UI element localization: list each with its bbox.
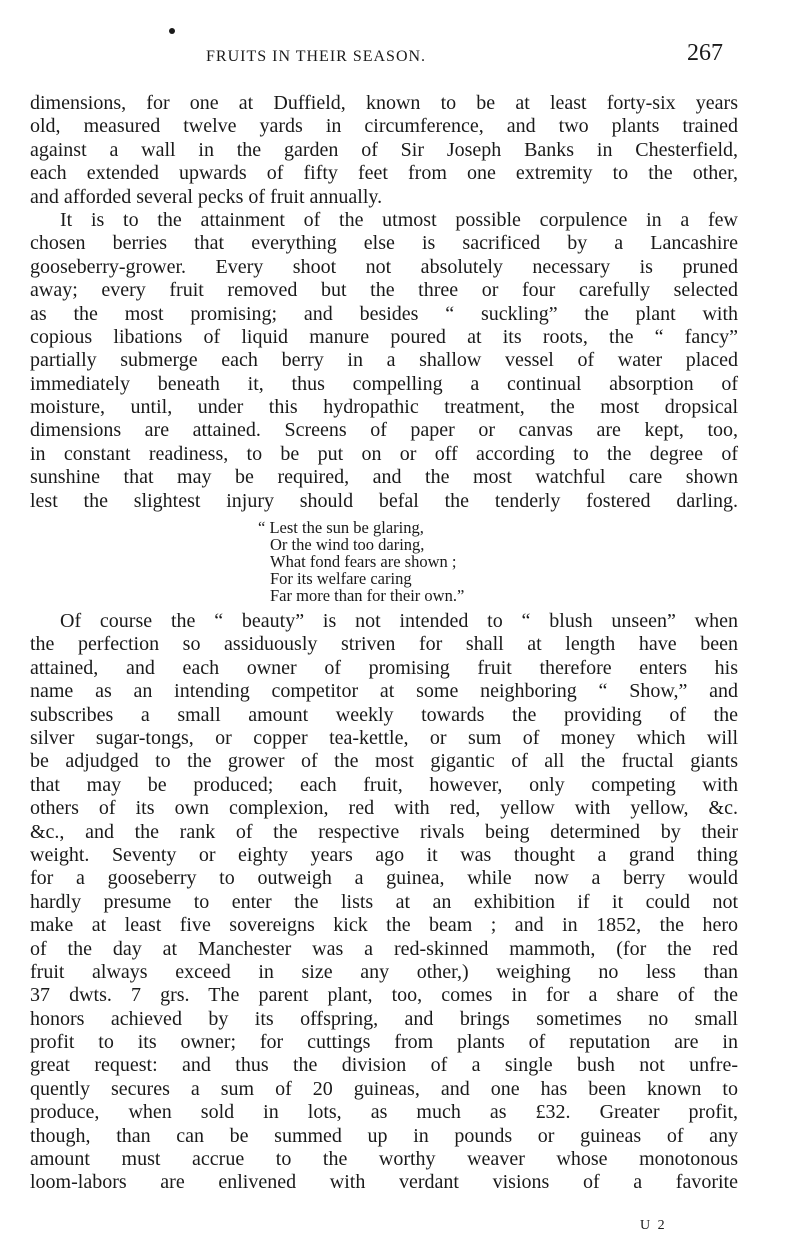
text-line: for a gooseberry to outweigh a guinea, while now a berry would [30,867,738,890]
text-line: weight. Seventy or eighty years ago it was thought a grand thing [30,843,738,866]
text-line: of the day at Manchester was a red-skinned mammoth, (for the red [30,937,738,960]
text-line: hardly presume to enter the lists at an exhibition if it could not [30,890,738,913]
text-line: others of its own complexion, red with red, yellow with yellow, &c. [30,797,738,820]
text-line: profit to its owner; for cuttings from plants of reputation are in [30,1031,738,1054]
text-line: attained, and each owner of promising fruit therefore enters his [30,656,738,679]
text-line: the perfection so assiduously striven for shall at length have been [30,633,738,656]
text-line: be adjudged to the grower of the most gigantic of all the fructal giants [30,750,738,773]
paragraph-2 [30,209,738,513]
text-line: though, than can be summed up in pounds or guineas of any [30,1124,738,1147]
verse-line: What fond fears are shown ; [270,552,457,572]
text-line: sunshine that may be required, and the most watchful care shown [30,466,738,489]
text-line: old, measured twelve yards in circumference, and two plants trained [30,115,738,138]
text-line: dimensions are attained. Screens of paper or canvas are kept, too, [30,419,738,442]
page-number: 267 [687,40,723,66]
page-body [30,92,738,1195]
text-line: copious libations of liquid manure poured at its roots, the “ fancy” [30,325,738,348]
text-line: and afforded several pecks of fruit annually. [30,185,383,208]
ink-speck [169,28,175,34]
text-line: against a wall in the garden of Sir Joseph Banks in Chesterfield, [30,138,738,161]
page-header [0,40,796,76]
text-line: quently secures a sum of 20 guineas, and one has been known to [30,1077,738,1100]
text-line: name as an intending competitor at some neighboring “ Show,” and [30,680,738,703]
text-line: moisture, until, under this hydropathic treatment, the most dropsical [30,396,738,419]
text-line: honors achieved by its offspring, and brings sometimes no small [30,1007,738,1030]
text-line: each extended upwards of fifty feet from one extremity to the other, [30,162,738,185]
verse-line: Or the wind too daring, [270,535,425,555]
text-line: as the most promising; and besides “ suckling” the plant with [30,302,738,325]
text-line: fruit always exceed in size any other,) weighing no less than [30,960,738,983]
text-line: loom-labors are enlivened with verdant visions of a favorite [30,1171,738,1194]
text-line: produce, when sold in lots, as much as £32. Greater profit, [30,1101,738,1124]
text-line: away; every fruit removed but the three or four carefully selected [30,279,738,302]
signature-mark: U 2 [640,1218,667,1233]
text-line: make at least five sovereigns kick the beam ; and in 1852, the hero [30,914,738,937]
verse-line: For its welfare caring [270,569,412,589]
text-line: immediately beneath it, thus compelling a continual absorption of [30,372,738,395]
text-line: great request: and thus the division of a single bush not unfre- [30,1054,738,1077]
text-line: gooseberry-grower. Every shoot not absolutely necessary is pruned [30,255,738,278]
verse-line: “ Lest the sun be glaring, [258,518,424,538]
text-line: lest the slightest injury should befal the tenderly fostered darling. [30,489,738,512]
text-line: that may be produced; each fruit, however, only competing with [30,773,738,796]
text-line: &c., and the rank of the respective rivals being determined by their [30,820,738,843]
verse-quotation [258,519,738,604]
text-line: 37 dwts. 7 grs. The parent plant, too, comes in for a share of the [30,984,738,1007]
text-line: dimensions, for one at Duffield, known to be at least forty-six years [30,92,738,114]
paragraph-1 [30,92,738,209]
text-line: partially submerge each berry in a shallow vessel of water placed [30,349,738,372]
text-line: subscribes a small amount weekly towards the providing of the [30,703,738,726]
verse-line: Far more than for their own.” [270,586,465,606]
text-line: It is to the attainment of the utmost possible corpulence in a few [60,208,738,231]
text-line: Of course the “ beauty” is not intended to “ blush unseen” when [60,610,738,633]
text-line: silver sugar-tongs, or copper tea-kettle, or sum of money which will [30,726,738,749]
paragraph-3 [30,610,738,1195]
text-line: amount must accrue to the worthy weaver whose monotonous [30,1148,738,1171]
running-head: FRUITS IN THEIR SEASON. [206,48,427,65]
text-line: chosen berries that everything else is sacrificed by a Lancashire [30,232,738,255]
text-line: in constant readiness, to be put on or off according to the degree of [30,442,738,465]
